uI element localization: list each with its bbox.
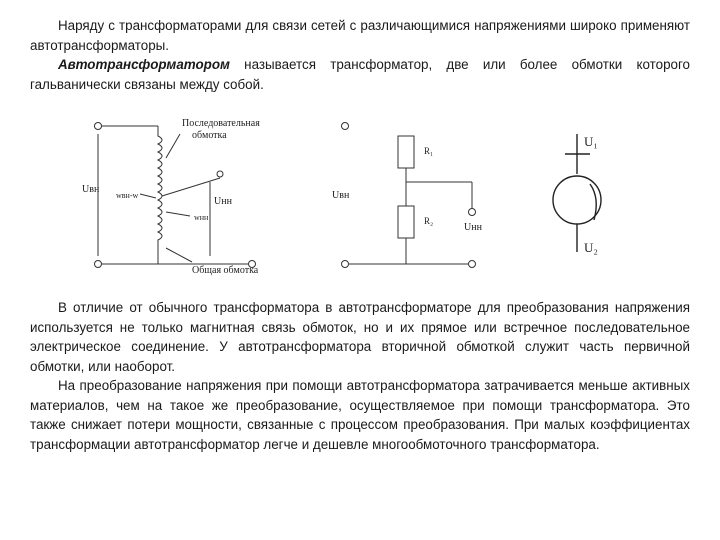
label-r2: R₂ <box>424 216 434 226</box>
paragraph-definition <box>30 55 690 94</box>
label-u-low-left: Uнн <box>214 196 232 207</box>
label-u-high-left: Uвн <box>82 184 100 195</box>
symbol-diagram <box>553 134 601 252</box>
tap-arrow <box>590 184 596 220</box>
term-autotransformer: Автотрансформатором <box>58 57 230 72</box>
paragraph-difference: В отличие от обычного трансформатора в автотрансформаторе для преобразования напряжения используется не только магнитная связь обмоток, но и их прямое или встречное последовательное электрическое соединение. У автотрансформатора вторичной обмоткой служит часть первичной обмотки, или наоборот. <box>30 300 690 374</box>
label-w-low: wнн <box>194 213 209 222</box>
core-circle <box>553 176 601 224</box>
autotransformer-diagrams <box>80 112 640 288</box>
terminal-top-left <box>95 123 102 130</box>
terminal-tap-middle <box>469 209 476 216</box>
terminal-bottom-left <box>95 261 102 268</box>
label-w-series: wвн-w <box>116 191 139 200</box>
paragraph-advantages: На преобразование напряжения при помощи автотрансформатора затрачивается меньше активных материалов, чем на такое же преобразование, осуществляемое при помощи трансформатора. Это также снижает потери мощности, связанные с процессом преобразования. При малых коэффициентах трансформации автотрансформатор легче и дешевле многообмоточного трансформатора. <box>30 378 690 452</box>
paragraph-intro: Наряду с трансформаторами для связи сетей с различающимися напряжениями широко применяют автотрансформаторы. <box>30 18 690 53</box>
label-u-high-middle: Uвн <box>332 190 350 201</box>
diagram-svg <box>80 112 640 288</box>
label-u1: U₁ <box>584 134 598 149</box>
divider-diagram <box>342 123 476 268</box>
label-r1: R₁ <box>424 146 434 156</box>
label-series-winding: Последовательная <box>182 118 260 129</box>
label-u-low-middle: Uнн <box>464 222 482 233</box>
terminal-top-middle <box>342 123 349 130</box>
terminal-tap <box>217 171 223 177</box>
resistor-r2 <box>398 206 414 238</box>
definition-text: называется трансформатор, две или более обмотки которого гальванически связаны между собой. <box>30 57 690 92</box>
label-series-winding-2: обмотка <box>192 130 227 141</box>
resistor-r1 <box>398 136 414 168</box>
label-common-winding: Общая обмотка <box>192 265 259 276</box>
label-u2: U₂ <box>584 240 598 255</box>
terminal-bottom-middle <box>342 261 349 268</box>
terminal-bottom-right-middle <box>469 261 476 268</box>
